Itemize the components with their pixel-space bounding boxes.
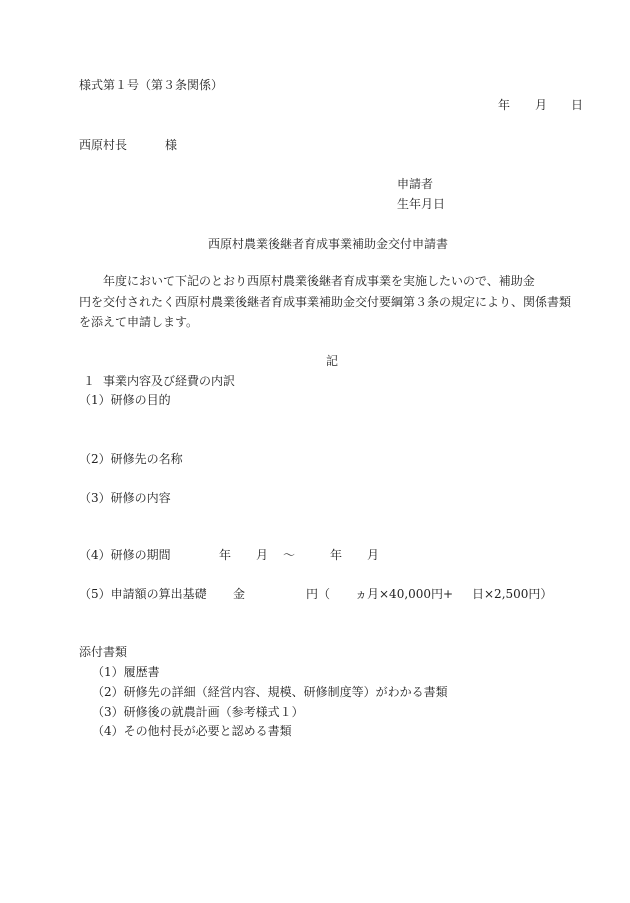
- period-to-year: 年: [330, 548, 343, 562]
- attachments-heading: 添付書類: [79, 645, 128, 659]
- attachment-item: （4）その他村長が必要と認める書類: [92, 724, 292, 738]
- item-amount-label: （5）申請額の算出基礎: [79, 587, 207, 601]
- attachment-item: （3）研修後の就農計画（参考様式１）: [92, 705, 304, 719]
- body-line-3: を添えて申請します。: [79, 315, 199, 329]
- section-heading: 事業内容及び経費の内訳: [103, 374, 236, 388]
- period-from-month: 月: [256, 548, 269, 562]
- birthdate-label: 生年月日: [397, 197, 446, 211]
- period-tilde: 〜: [283, 548, 296, 562]
- attachment-item: （2）研修先の詳細（経営内容、規模、研修制度等）がわかる書類: [92, 685, 448, 699]
- applicant-label: 申請者: [397, 177, 434, 191]
- body-line-1: 年度において下記のとおり西原村農業後継者育成事業を実施したいので、補助金: [103, 274, 535, 288]
- addressee: 西原村長: [79, 138, 128, 152]
- body-line-2: 円を交付されたく西原村農業後継者育成事業補助金交付要綱第３条の規定により、関係書類: [79, 295, 572, 309]
- item-purpose: （1）研修の目的: [79, 393, 171, 407]
- attachment-item: （1）履歴書: [92, 665, 160, 679]
- amount-months-formula: ヵ月×40,000円+: [355, 587, 454, 601]
- item-period-label: （4）研修の期間: [79, 548, 171, 562]
- date-month-label: 月: [535, 98, 548, 112]
- item-destination: （2）研修先の名称: [79, 452, 183, 466]
- period-from-year: 年: [219, 548, 232, 562]
- item-content: （3）研修の内容: [79, 491, 171, 505]
- document-title: 西原村農業後継者育成事業補助金交付申請書: [208, 237, 449, 251]
- ki-heading: 記: [326, 354, 339, 368]
- period-to-month: 月: [367, 548, 380, 562]
- amount-days-formula: 日×2,500円）: [472, 587, 553, 601]
- form-number: 様式第１号（第３条関係）: [79, 78, 224, 92]
- date-year-label: 年: [498, 98, 511, 112]
- amount-en: 円（: [306, 587, 331, 601]
- section-number: １: [83, 374, 96, 388]
- amount-kin: 金: [233, 587, 246, 601]
- honorific: 様: [165, 138, 178, 152]
- date-day-label: 日: [571, 98, 584, 112]
